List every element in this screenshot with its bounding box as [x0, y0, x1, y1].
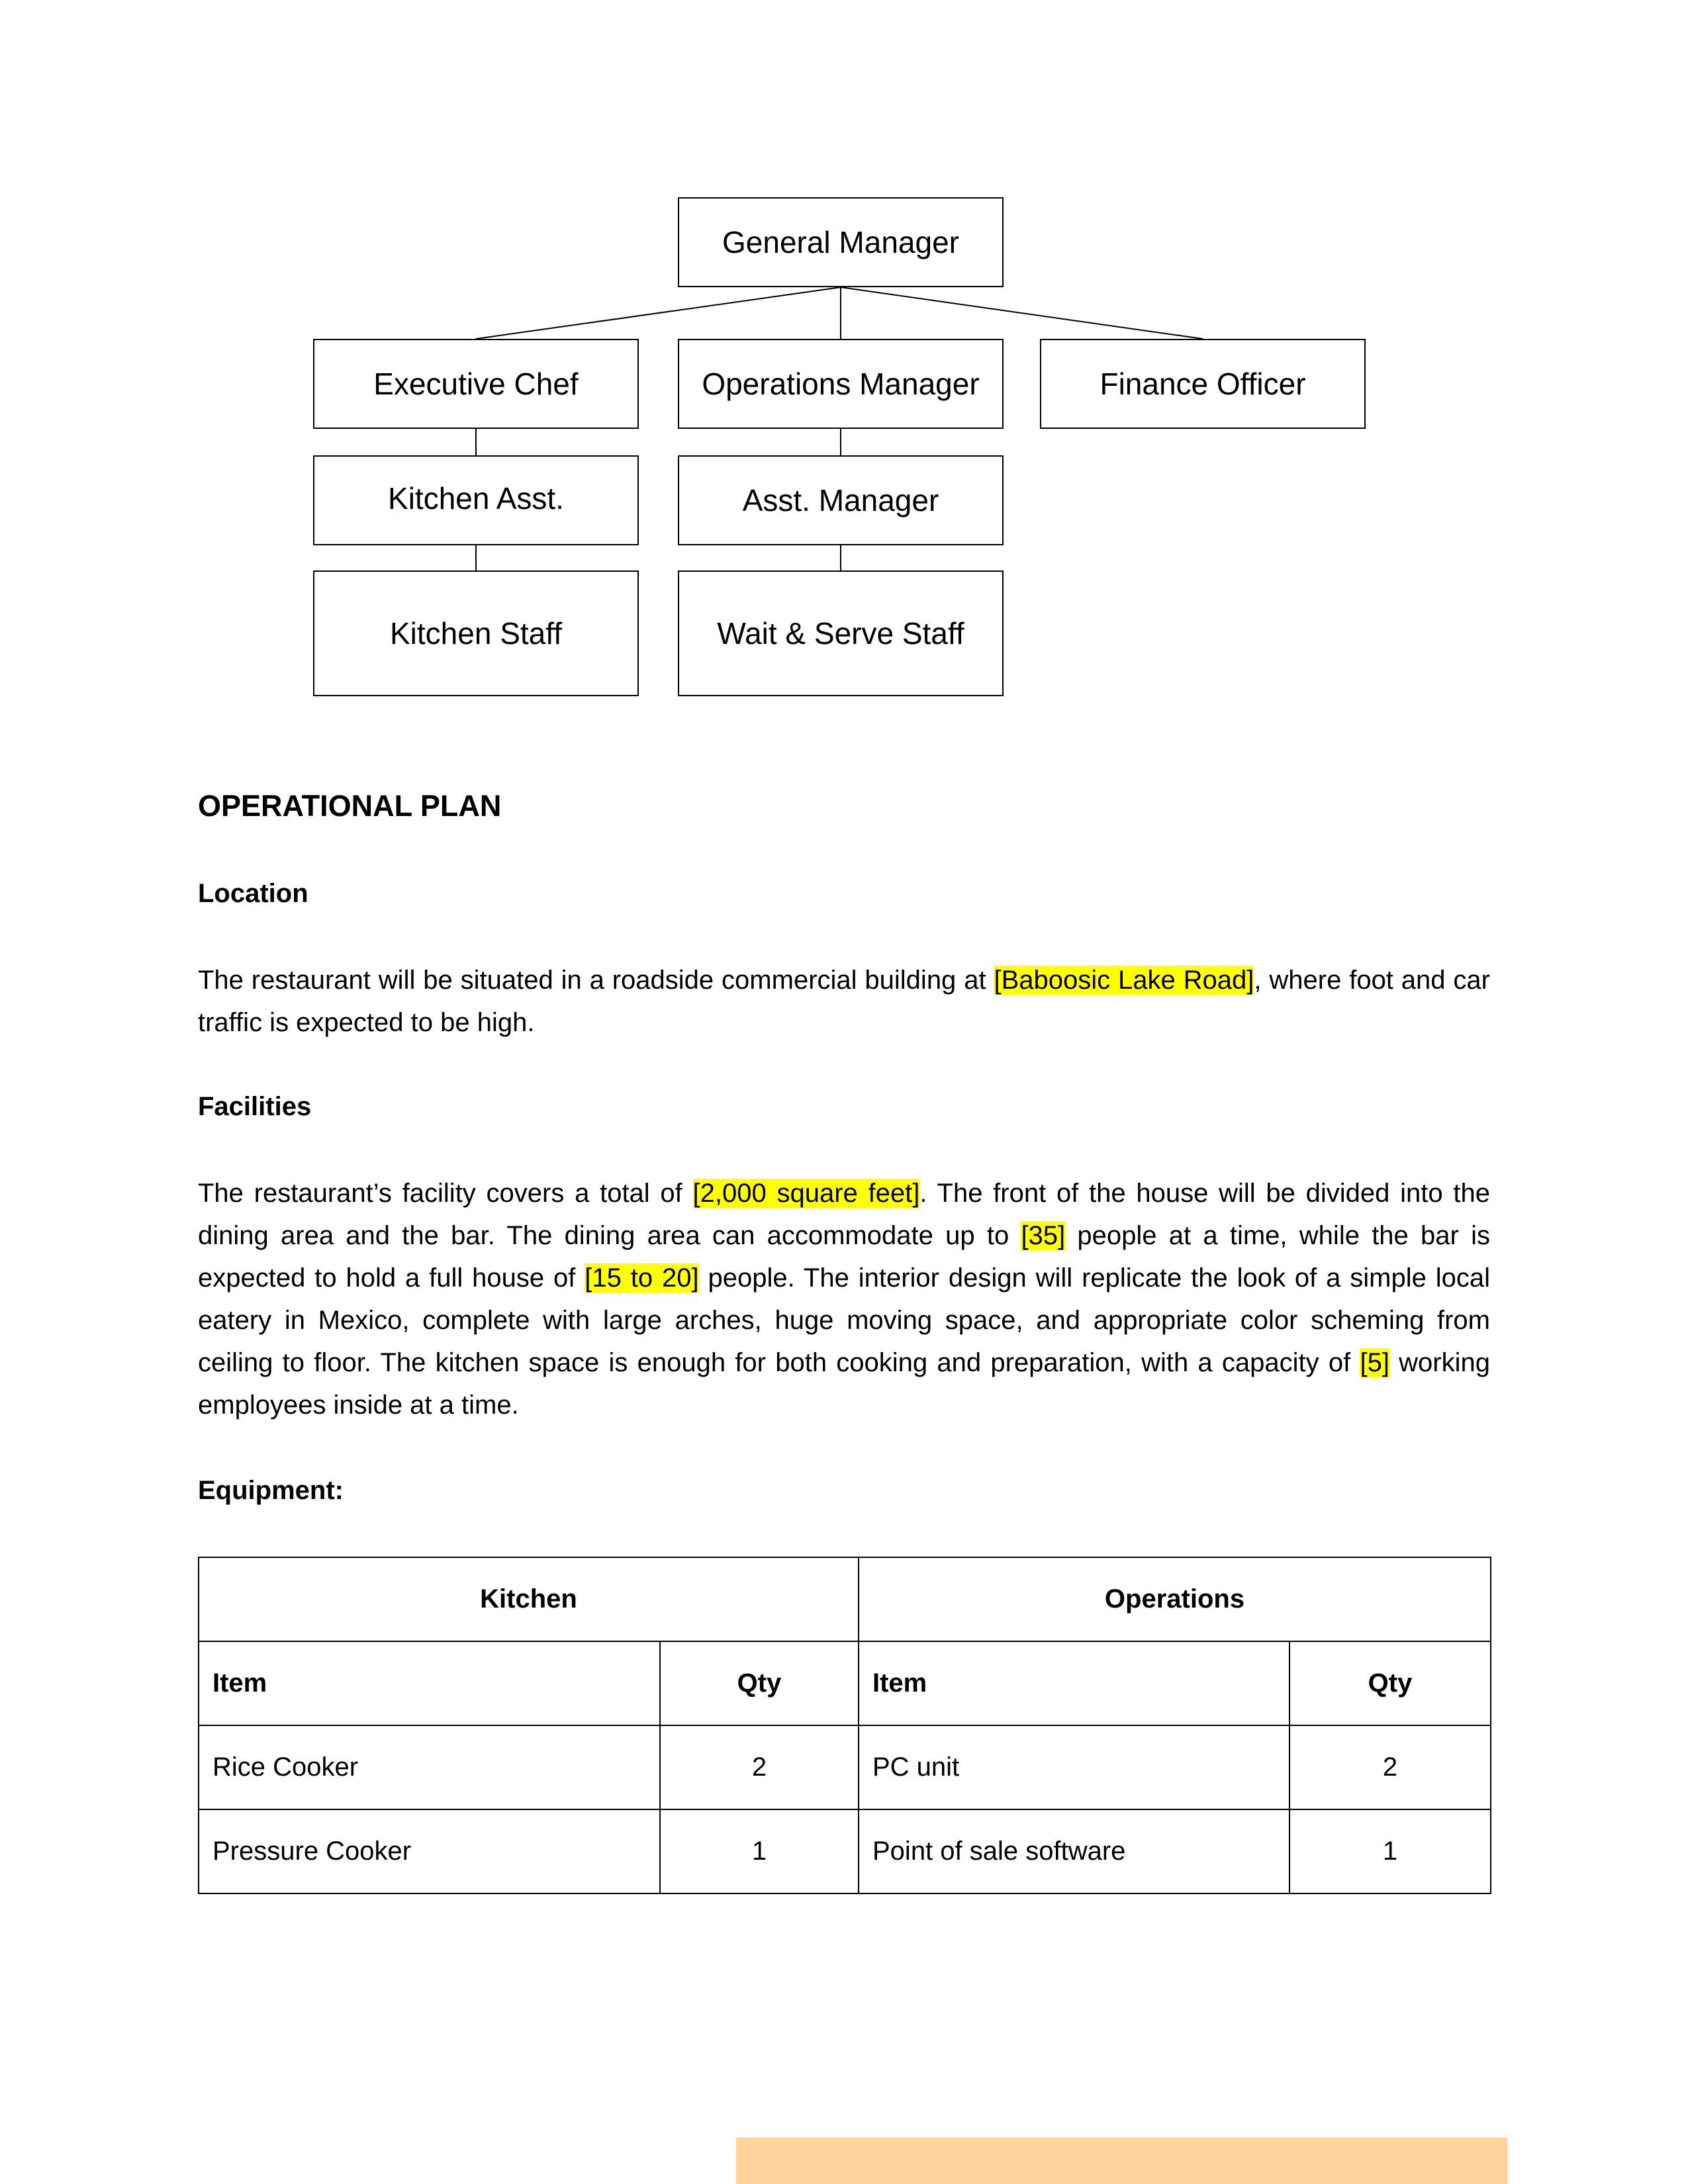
- kitchen-item-cell: Pressure Cooker: [199, 1809, 660, 1893]
- equipment-table: [198, 1557, 1491, 1894]
- facilities-highlight-bar: [15 to 20]: [585, 1263, 699, 1293]
- facilities-highlight-dining: [35]: [1021, 1221, 1066, 1250]
- org-node-label: Finance Officer: [1100, 367, 1306, 401]
- table-group-header-row: [199, 1557, 1491, 1641]
- org-node-kitchen-asst: [313, 455, 639, 545]
- ops-item-header: Item: [859, 1641, 1289, 1725]
- footer-color-bar: [736, 2138, 1507, 2184]
- section-title: OPERATIONAL PLAN: [198, 789, 502, 823]
- location-highlight: [Baboosic Lake Road]: [994, 966, 1254, 995]
- kitchen-qty-header: Qty: [660, 1641, 859, 1725]
- ops-qty-cell: 1: [1289, 1809, 1491, 1893]
- facilities-text-4: people. The interior design will replicate the look of a simple local eatery in Mexico, complete with large arches, huge moving space, and appropriate color scheming from ceiling to floor. The kitchen space is enough for both cooking and preparation, with a capacity of: [198, 1263, 1491, 1377]
- table-row: [199, 1809, 1491, 1893]
- kitchen-qty-cell: 1: [660, 1809, 859, 1893]
- ops-qty-header: Qty: [1289, 1641, 1491, 1725]
- org-node-label: Executive Chef: [373, 367, 579, 401]
- org-node-label: Kitchen Asst.: [388, 481, 564, 516]
- equipment-heading: Equipment:: [198, 1476, 344, 1505]
- facilities-highlight-kitchen: [5]: [1360, 1348, 1389, 1377]
- operations-group-header: Operations: [859, 1557, 1491, 1641]
- facilities-text-5: working employees inside at a time.: [198, 1348, 1490, 1420]
- kitchen-item-header: Item: [199, 1641, 660, 1725]
- org-node-label: Asst. Manager: [742, 483, 939, 518]
- location-paragraph: [198, 959, 1490, 1044]
- facilities-text-3: people at a time, while the bar is expected to hold a full house of: [198, 1221, 1490, 1293]
- ops-item-cell: Point of sale software: [859, 1809, 1289, 1893]
- location-heading: Location: [198, 879, 308, 908]
- org-node-general-manager: [678, 197, 1004, 287]
- facilities-text-2: . The front of the house will be divided into the dining area and the bar. The dining area can accommodate up to: [198, 1179, 1491, 1250]
- kitchen-item-cell: Rice Cooker: [199, 1725, 660, 1809]
- org-chart: [0, 0, 1688, 728]
- connector-gm-chef: [476, 287, 841, 339]
- org-node-asst-manager: [678, 455, 1004, 545]
- org-node-operations-manager: [678, 339, 1004, 429]
- ops-item-cell: PC unit: [859, 1725, 1289, 1809]
- facilities-paragraph: [198, 1172, 1490, 1426]
- ops-qty-cell: 2: [1289, 1725, 1491, 1809]
- org-node-finance-officer: [1040, 339, 1366, 429]
- org-node-label: Operations Manager: [702, 367, 980, 401]
- location-text-after: , where foot and car traffic is expected to be high.: [198, 966, 1490, 1037]
- org-node-label: Kitchen Staff: [390, 616, 562, 651]
- kitchen-group-header: Kitchen: [199, 1557, 859, 1641]
- location-text-before: The restaurant will be situated in a roadside commercial building at: [198, 966, 994, 995]
- kitchen-qty-cell: 2: [660, 1725, 859, 1809]
- facilities-highlight-area: [2,000 square feet]: [692, 1179, 920, 1208]
- org-node-executive-chef: [313, 339, 639, 429]
- connector-gm-finance: [841, 287, 1203, 339]
- table-column-header-row: [199, 1641, 1491, 1725]
- org-node-kitchen-staff: [313, 570, 639, 696]
- org-node-wait-serve-staff: [678, 570, 1004, 696]
- facilities-heading: Facilities: [198, 1092, 312, 1121]
- facilities-text-1: The restaurant’s facility covers a total of: [198, 1179, 693, 1208]
- org-node-label: General Manager: [722, 225, 959, 259]
- table-row: [199, 1725, 1491, 1809]
- org-node-label: Wait & Serve Staff: [717, 616, 964, 651]
